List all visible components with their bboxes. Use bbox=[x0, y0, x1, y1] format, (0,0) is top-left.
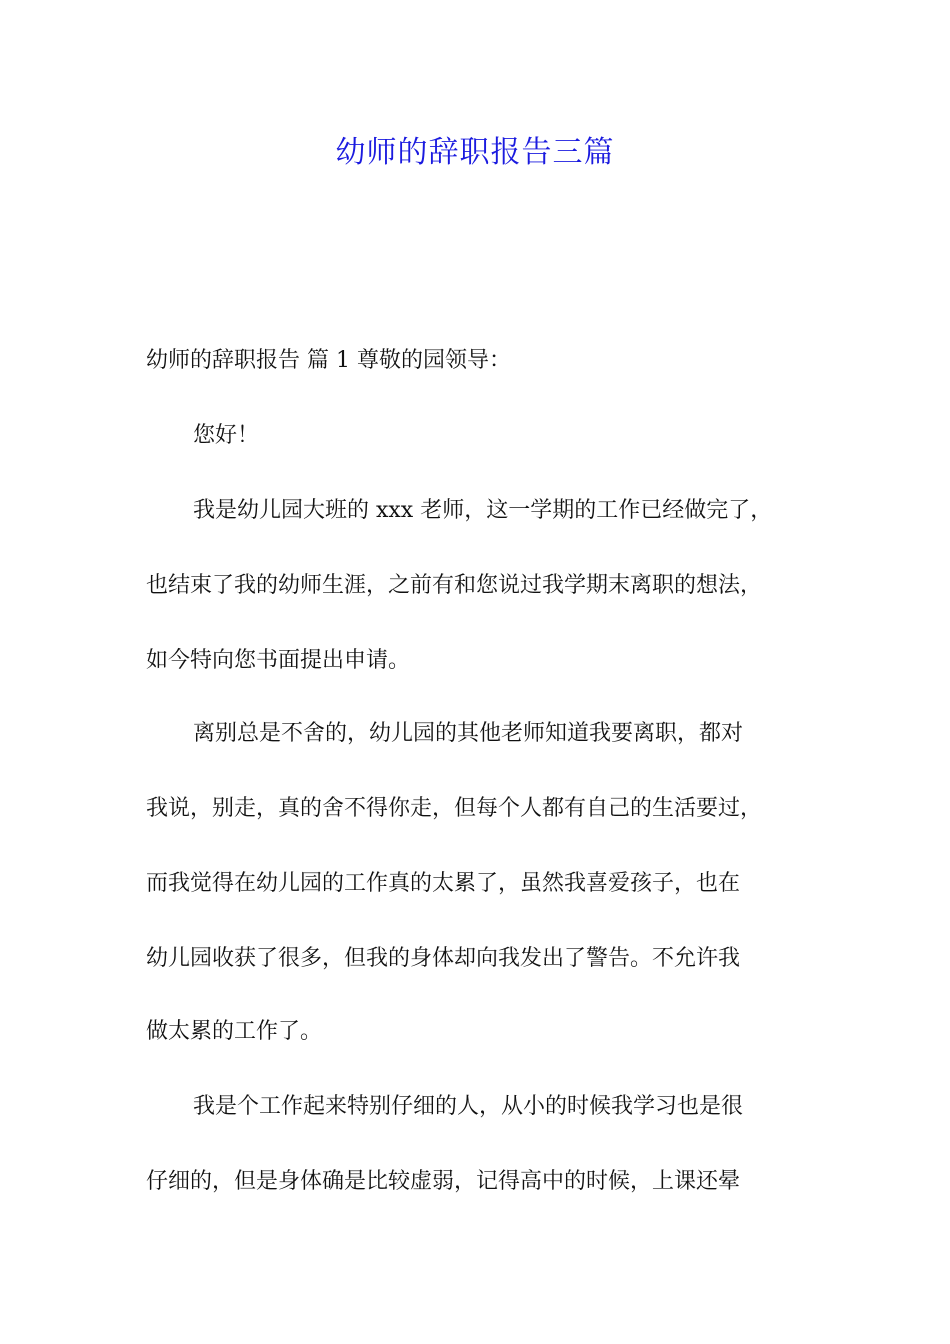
text-line: 仔细的，但是身体确是比较虚弱，记得高中的时候，上课还晕 bbox=[146, 1169, 741, 1194]
text-line: 我说，别走，真的舍不得你走，但每个人都有自己的生活要过， bbox=[146, 796, 763, 821]
text-line: 离别总是不舍的，幼儿园的其他老师知道我要离职，都对 bbox=[193, 721, 744, 746]
text-line: 也结束了我的幼师生涯，之前有和您说过我学期末离职的想法， bbox=[146, 573, 763, 598]
text-line: 如今特向您书面提出申请。 bbox=[146, 648, 411, 673]
text-line-heading: 幼师的辞职报告 篇 1 尊敬的园领导： bbox=[146, 348, 511, 373]
text-line: 我是个工作起来特别仔细的人，从小的时候我学习也是很 bbox=[193, 1094, 744, 1119]
text-line: 做太累的工作了。 bbox=[146, 1019, 323, 1044]
text-line-greeting: 您好！ bbox=[193, 423, 260, 448]
text-line: 我是幼儿园大班的 xxx 老师，这一学期的工作已经做完了， bbox=[193, 498, 773, 523]
text-line: 幼儿园收获了很多，但我的身体却向我发出了警告。不允许我 bbox=[146, 946, 741, 971]
text-line: 而我觉得在幼儿园的工作真的太累了，虽然我喜爱孩子，也在 bbox=[146, 871, 741, 896]
document-title: 幼师的辞职报告三篇 bbox=[335, 135, 615, 170]
